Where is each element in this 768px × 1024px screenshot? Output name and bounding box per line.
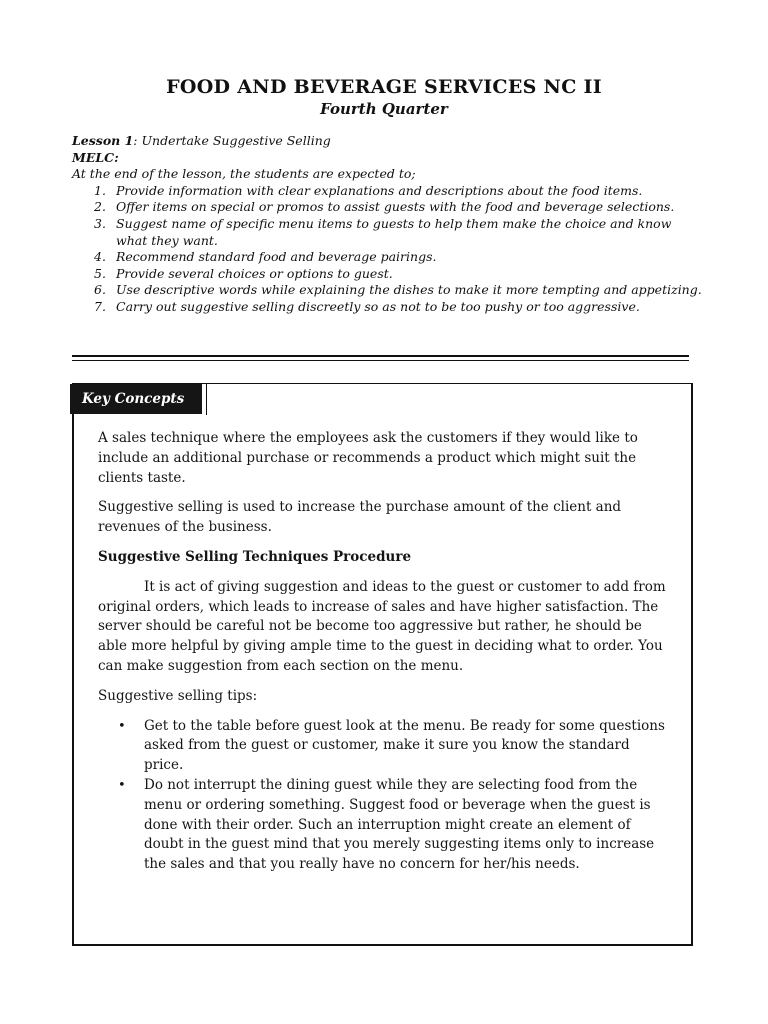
- key-concepts-box-bottom: [72, 944, 693, 946]
- objective-text: Provide several choices or options to guest.: [116, 265, 393, 281]
- list-item: [72, 266, 702, 283]
- objective-text: Offer items on special or promos to assist guests with the food and beverage selections.: [116, 199, 675, 215]
- list-item: [98, 776, 673, 875]
- objective-text: Provide information with clear explanations and descriptions about the food items.: [116, 182, 643, 198]
- key-concepts-content: [98, 429, 673, 875]
- concept-paragraph-1: A sales technique where the employees ask the customers if they would like to include an additional purchase or recommends a product which might suit the clients taste.: [98, 430, 638, 486]
- objective-number: 7.: [94, 298, 106, 314]
- objective-text: Carry out suggestive selling discreetly so as not to be too pushy or too aggressive.: [116, 298, 640, 314]
- objectives-list: [72, 183, 702, 316]
- tip-text: Do not interrupt the dining guest while they are selecting food from the menu or ordering something. Suggest food or beverage when the guest is done with their order. Such an interruption might create an element of doubt in the guest mind that you merely suggesting items only to increase the sales and that you really have no concern for her/his needs.: [144, 776, 655, 873]
- concept-paragraph-2: Suggestive selling is used to increase the purchase amount of the client and revenues of the business.: [98, 499, 622, 536]
- tips-list: [98, 717, 673, 875]
- objective-number: 3.: [94, 215, 106, 231]
- key-concepts-tab-outline: [202, 383, 207, 415]
- objective-number: 4.: [94, 249, 106, 265]
- objective-number: 6.: [94, 282, 106, 298]
- objective-number: 2.: [94, 199, 106, 215]
- bullet-icon: •: [118, 718, 126, 734]
- document-subtitle: Fourth Quarter: [320, 100, 448, 118]
- melc-label: MELC:: [72, 149, 119, 165]
- lesson-line: [72, 133, 702, 150]
- section-heading: Suggestive Selling Techniques Procedure: [98, 548, 412, 565]
- list-item: [72, 299, 702, 316]
- list-item: [72, 282, 702, 299]
- list-item: [72, 199, 702, 216]
- list-item: [72, 216, 702, 249]
- lesson-block: [72, 133, 702, 316]
- objective-number: 5.: [94, 265, 106, 281]
- objective-text: Suggest name of specific menu items to guests to help them make the choice and know what they want.: [116, 215, 672, 248]
- concept-paragraph-3: It is act of giving suggestion and ideas to the guest or customer to add from original orders, which leads to increase of sales and have higher satisfaction. The server should be careful not be become too aggressive but rather, he should be able more helpful by giving ample time to the guest in deciding what to order. You can make suggestion from each section on the menu.: [98, 578, 666, 674]
- tip-text: Get to the table before guest look at the menu. Be ready for some questions asked from the guest or customer, make it sure you know the standard price.: [144, 717, 665, 774]
- divider-thick: [72, 355, 689, 357]
- objective-text: Use descriptive words while explaining the dishes to make it more tempting and appetizing.: [116, 282, 702, 298]
- objective-number: 1.: [94, 182, 106, 198]
- lesson-intro: At the end of the lesson, the students are expected to;: [72, 166, 416, 182]
- key-concepts-tab: Key Concepts: [70, 384, 202, 414]
- divider-thin: [72, 360, 689, 361]
- list-item: [98, 717, 673, 776]
- document-title: FOOD AND BEVERAGE SERVICES NC II: [166, 76, 602, 98]
- lesson-label: Lesson 1: [72, 133, 134, 148]
- list-item: [72, 183, 702, 200]
- list-item: [72, 249, 702, 266]
- tips-label: Suggestive selling tips:: [98, 687, 258, 704]
- objective-text: Recommend standard food and beverage pairings.: [116, 249, 437, 265]
- bullet-icon: •: [118, 777, 126, 793]
- lesson-title: : Undertake Suggestive Selling: [133, 133, 331, 148]
